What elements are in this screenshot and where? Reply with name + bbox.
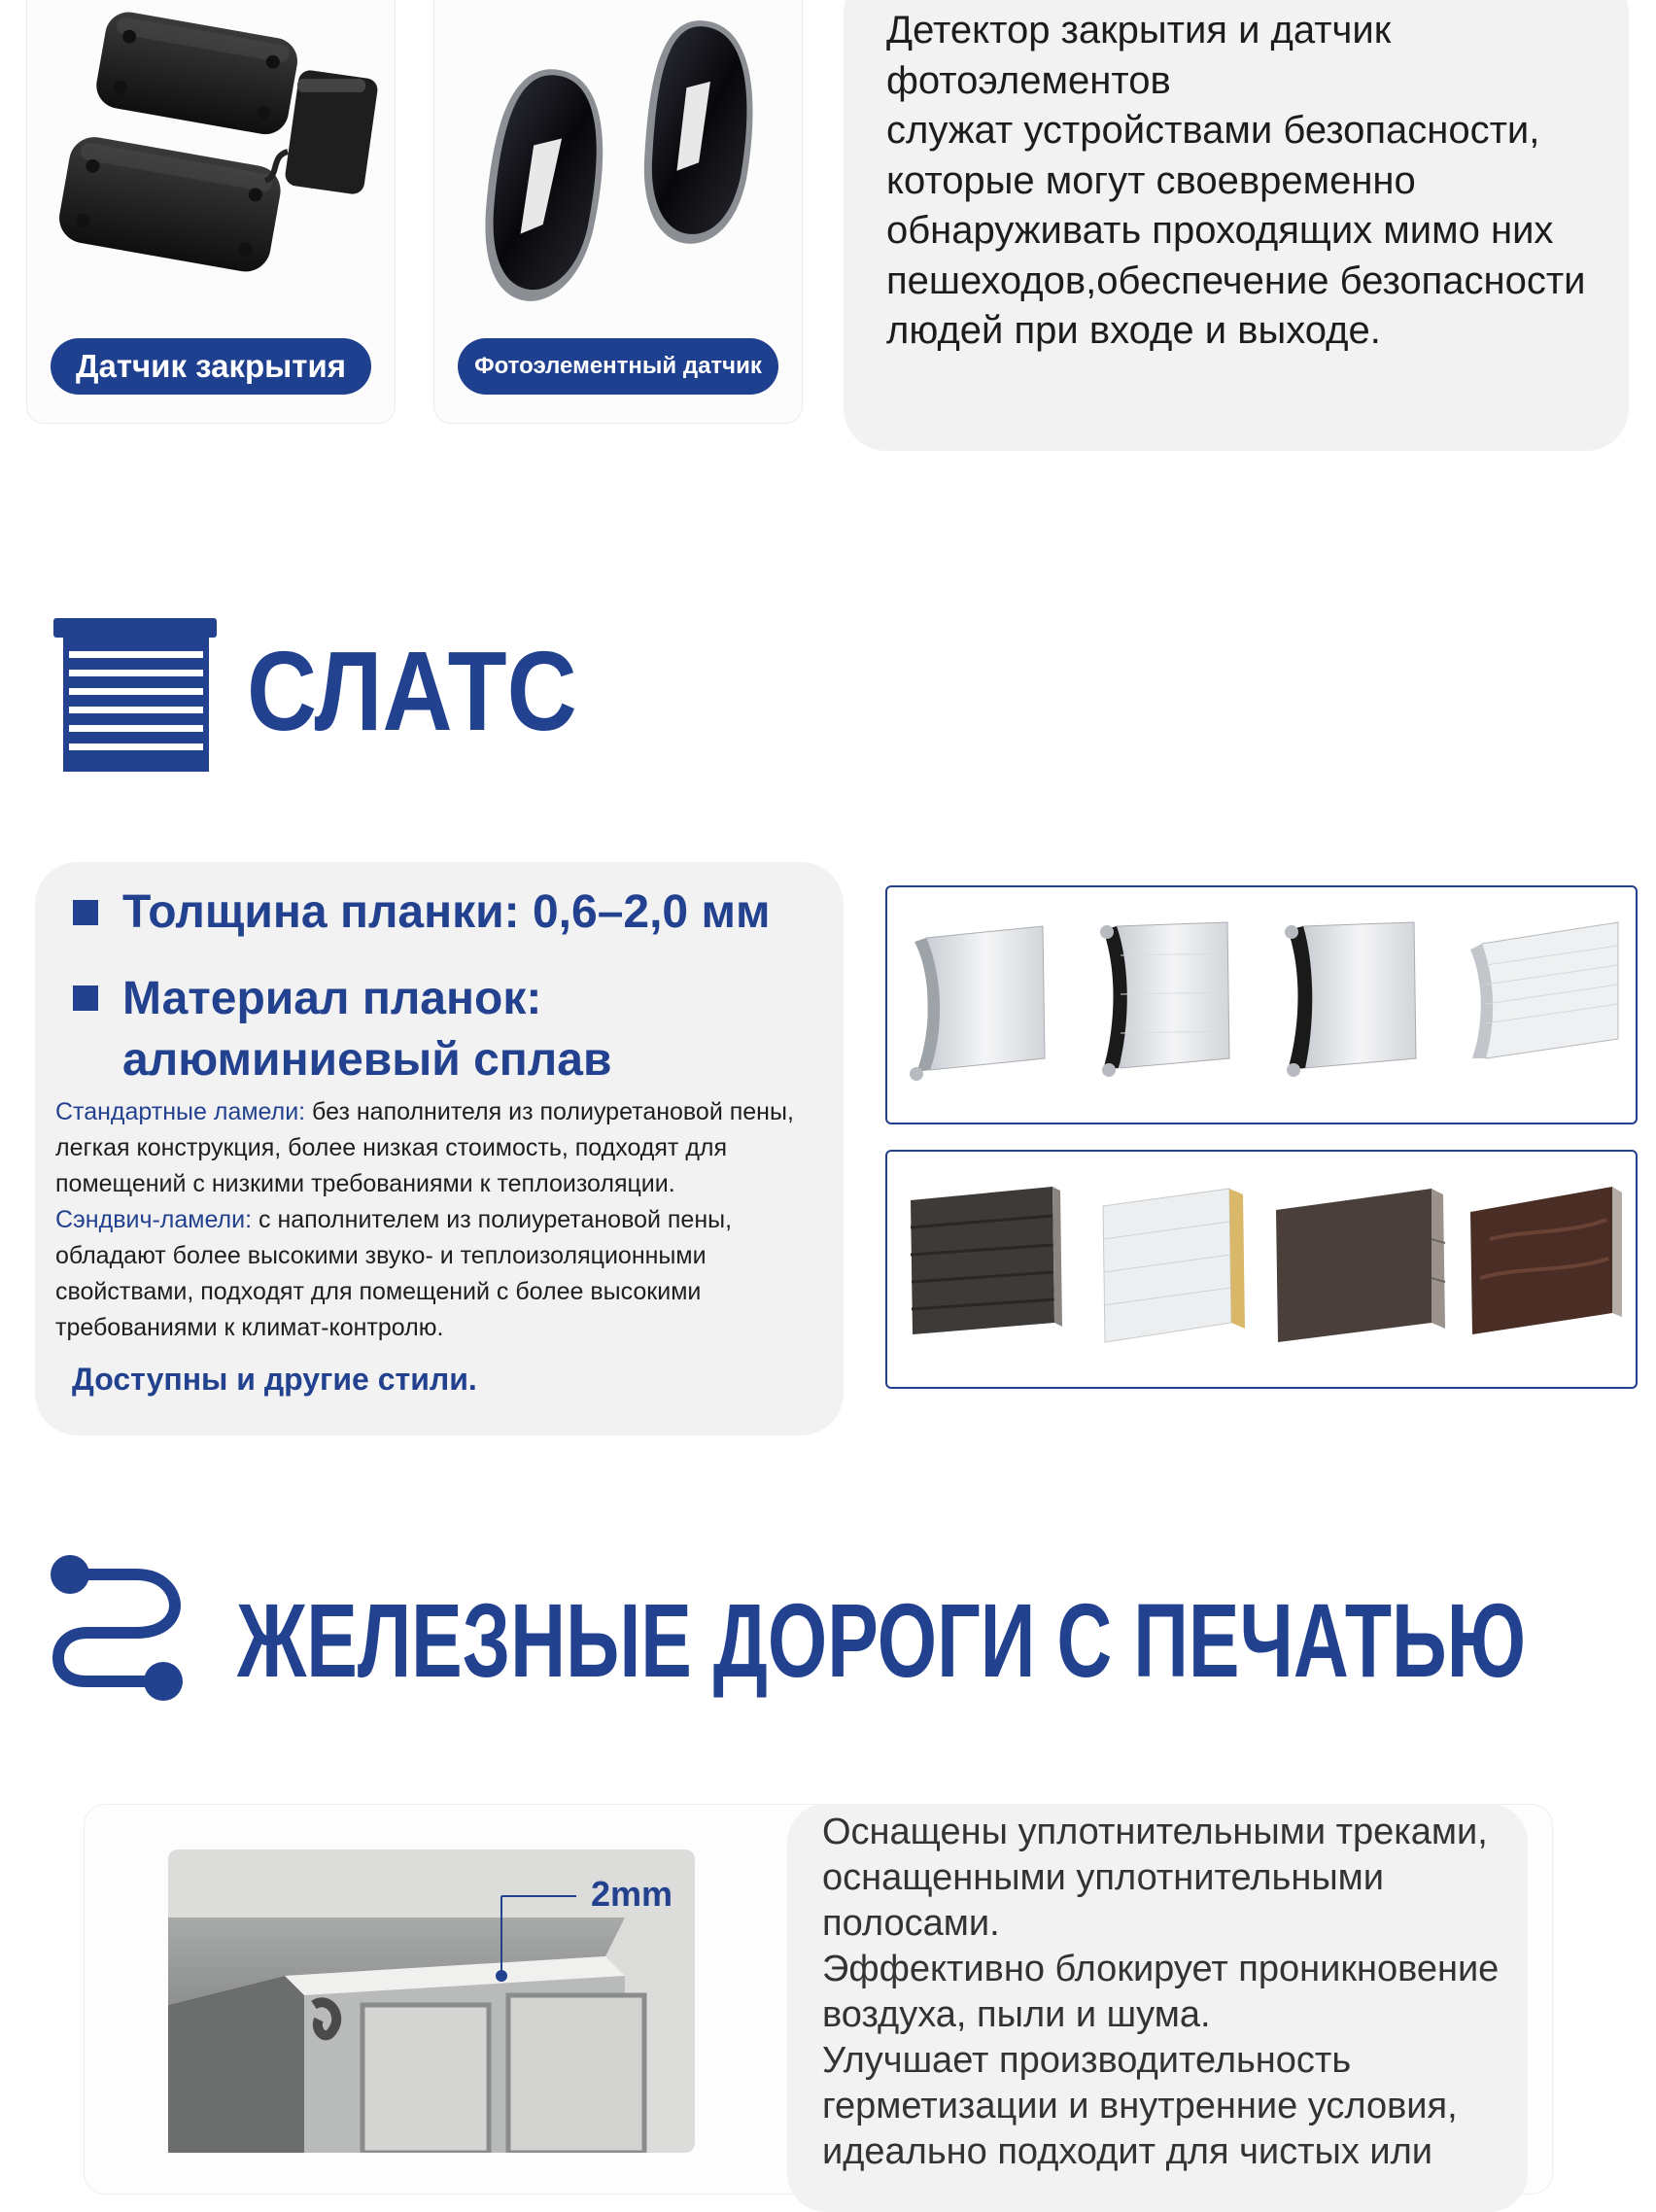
sandwich-slats-label: Сэндвич-ламели: (55, 1206, 253, 1233)
sandwich-slats-image (885, 1150, 1638, 1389)
closing-sensor-label: Датчик закрытия (51, 338, 371, 395)
track-description-line-3: Улучшает производительность герметизации и внутренние условия, идеально подходит для чистых или (822, 2040, 1458, 2172)
sandwich-slats-text: с наполнителем из полиуретановой пены, обладают более высокими звуко- и теплоизоляционными свойствами, подходят для помещений с более высокими требованиями к климат-контролю. (55, 1206, 733, 1341)
sensor-description-line-1: Детектор закрытия и датчик фотоэлементов (886, 9, 1392, 102)
slats-description (55, 1094, 823, 1346)
slat-material-value: алюминиевый сплав (122, 1034, 612, 1086)
photo-sensor-card (433, 0, 803, 424)
slat-thickness: Толщина планки: 0,6–2,0 мм (122, 886, 771, 938)
slats-title: СЛАТС (247, 628, 577, 754)
track-description (822, 1810, 1522, 2175)
track-path-icon (47, 1555, 190, 1701)
slat-material-label: Материал планок: (122, 973, 542, 1024)
bullet-marker (73, 900, 98, 925)
bullet-marker (73, 985, 98, 1011)
standard-slat-profiles (887, 887, 1636, 1123)
standard-slats-label: Стандартные ламели: (55, 1098, 306, 1125)
photo-sensor-label: Фотоэлементный датчик (458, 338, 778, 395)
sensor-description-line-2: служат устройствами безопасности, которые могут своевременно обнаруживать проходящих мимо них пешеходов,обеспечение безопасности людей при входе и выходе. (886, 109, 1586, 352)
track-description-line-2: Эффективно блокирует проникновение воздуха, пыли и шума. (822, 1949, 1500, 2035)
track-profile-photo (168, 1849, 695, 2153)
standard-slats-text: без наполнителя из полиуретановой пены, легкая конструкция, более низкая стоимость, подходят для помещений с низкими требованиями к теплоизоляции. (55, 1098, 794, 1197)
more-styles-note: Доступны и другие стили. (72, 1362, 477, 1397)
roller-shutter-icon (53, 618, 221, 772)
standard-slats-image (885, 885, 1638, 1124)
thickness-label: 2mm (591, 1874, 673, 1914)
track-description-line-1: Оснащены уплотнительными треками, оснащенными уплотнительными полосами. (822, 1812, 1488, 1944)
sensor-description (886, 6, 1605, 357)
closing-sensor-card (26, 0, 396, 424)
sandwich-slat-profiles (887, 1152, 1636, 1387)
tracks-title: ЖЕЛЕЗНЫЕ ДОРОГИ С ПЕЧАТЬЮ (237, 1581, 1526, 1699)
